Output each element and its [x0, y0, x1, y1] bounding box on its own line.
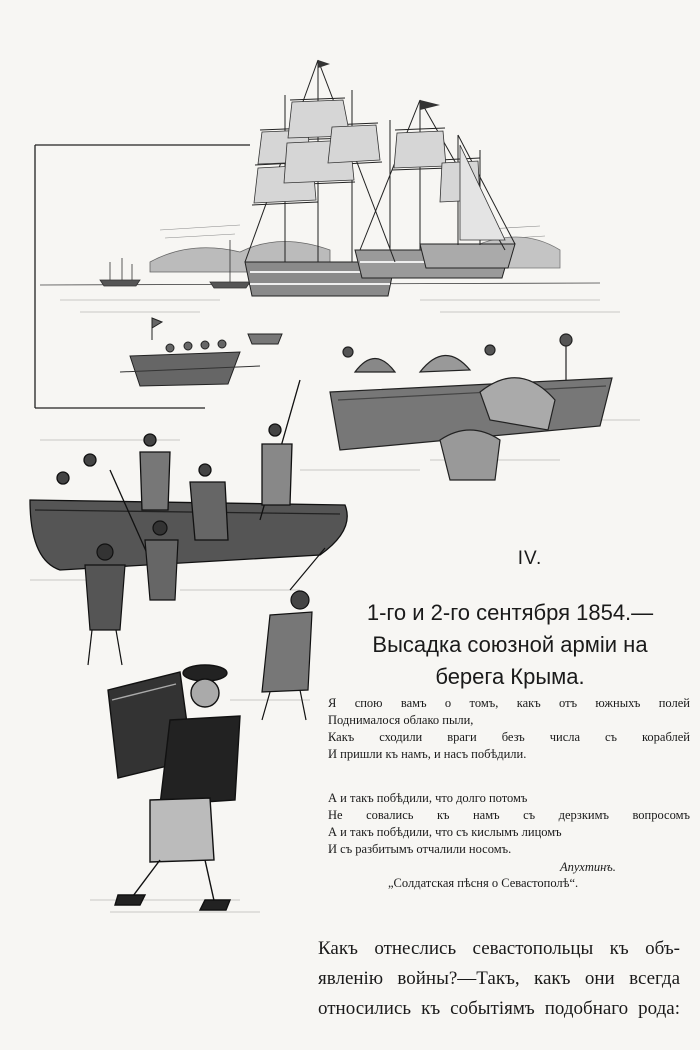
epigraph-source: „Солдатская пѣсня о Севастополѣ“.: [388, 876, 579, 890]
sailor-with-crate: [108, 665, 240, 910]
verse-line: А и такъ побѣдили, что съ кислымъ лицомъ: [328, 825, 562, 839]
verse-line: И съ разбитымъ отчалили носомъ.: [328, 842, 512, 856]
verse-line: Какъ сходили враги безъ числа съ кораблей: [328, 730, 690, 744]
epigraph-author: Апухтинъ.: [560, 860, 616, 874]
verse-line: Поднималося облако пыли,: [328, 713, 474, 727]
chapter-title-line-1: 1-го и 2-го сентября 1854.—: [366, 600, 654, 625]
verse-line: И пришли къ намъ, и насъ побѣдили.: [328, 747, 527, 761]
chapter-number: IV.: [517, 548, 543, 569]
epigraph-stanza-2: [328, 790, 690, 858]
body-paragraph: [318, 934, 680, 1024]
chapter-title-line-3: берега Крыма.: [435, 664, 585, 689]
verse-line: Я спою вамъ о томъ, какъ отъ южныхъ полей: [328, 696, 690, 710]
verse-line: А и такъ побѣдили, что долго потомъ: [328, 791, 528, 805]
body-line: Какъ отнеслись севастопольцы къ объ-: [318, 938, 680, 959]
body-line: явленію войны?—Такъ, какъ они всегда: [318, 968, 680, 989]
chapter-title-line-2: Высадка союзной арміи на: [372, 632, 648, 657]
horse-barge: [330, 334, 612, 480]
body-line: относились къ событіямъ подобнаго рода:: [318, 998, 680, 1019]
small-boat: [248, 334, 282, 344]
epigraph-stanza-1: [328, 695, 690, 763]
verse-line: Не совались къ намъ съ дерзкимъ вопросомъ: [328, 808, 690, 822]
sails: [254, 100, 505, 240]
rowing-boat-far: [120, 318, 260, 386]
